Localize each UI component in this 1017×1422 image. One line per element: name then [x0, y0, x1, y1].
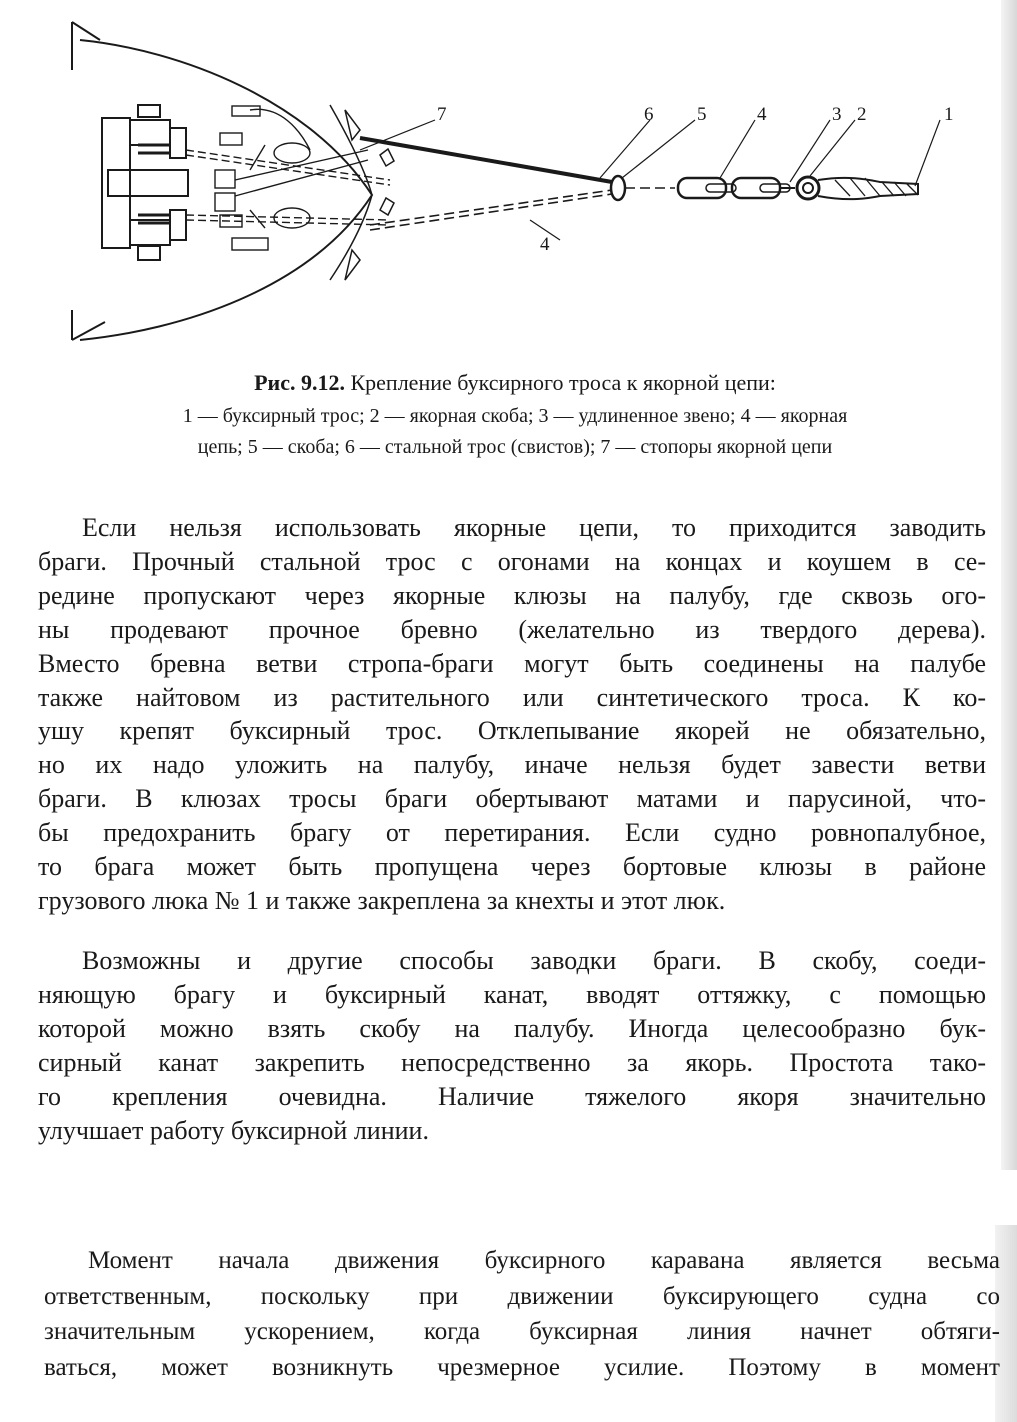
text-line: Момент начала движения буксирного каравана является весьма	[88, 1247, 1000, 1274]
label-4-bottom: 4	[540, 234, 550, 255]
text-line: го крепления очевидна. Наличие тяжелого якоря значительно	[38, 1081, 986, 1111]
paragraph-2	[38, 944, 986, 1147]
text-line: Возможны и другие способы заводки браги. В скобу, соеди-	[82, 946, 986, 975]
label-5: 5	[697, 104, 707, 125]
figure-caption-line-2: 1 — буксирный трос; 2 — якорная скоба; 3 — удлиненное звено; 4 — якорная	[182, 405, 848, 427]
text-line: сирный канат закрепить непосредственно за якорь. Простота тако-	[38, 1047, 986, 1077]
paragraph-1	[38, 511, 986, 918]
anchor-shackle	[797, 177, 819, 199]
text-line: браги. Прочный стальной трос с огонами на концах и коушем в се-	[38, 546, 986, 576]
chain-links	[678, 178, 790, 198]
text-line: ны продевают прочное бревно (желательно из твердого дерева).	[38, 614, 986, 644]
text-line: которой можно взять скобу на палубу. Иногда целесообразно бук-	[38, 1013, 986, 1043]
text-line: редине пропускают через якорные клюзы на палубу, где сквозь ого-	[38, 580, 986, 610]
text-line: няющую брагу и буксирный канат, вводят оттяжку, с помощью	[38, 979, 986, 1009]
text-line: ваться, может возникнуть чрезмерное усилие. Поэтому в момент	[44, 1353, 1000, 1381]
towing-rope-diagram	[60, 10, 980, 365]
steel-rope	[360, 138, 612, 182]
label-3: 3	[832, 104, 842, 125]
windlass-frame	[102, 118, 130, 248]
hull-outline	[72, 22, 105, 340]
text-line: улучшает работу буксирной линии.	[38, 1115, 429, 1145]
text-line: также найтовом из растительного или синтетического троса. К ко-	[38, 682, 986, 712]
label-4-top: 4	[757, 104, 767, 125]
label-1: 1	[944, 104, 954, 125]
label-7: 7	[437, 104, 447, 125]
text-line: Если нельзя использовать якорные цепи, то приходится заводить	[82, 513, 986, 542]
label-2: 2	[857, 104, 867, 125]
figure-caption-line-3: цепь; 5 — скоба; 6 — стальной трос (свистов); 7 — стопоры якорной цепи	[197, 436, 833, 458]
text-line: бы предохранить брагу от перетирания. Если судно ровнопалубное,	[38, 818, 986, 848]
hull-bow	[80, 40, 372, 340]
text-line: значительным ускорением, когда буксирная линия начнет обтяги-	[44, 1318, 1000, 1345]
text-line: грузового люка № 1 и также закреплена за кнехты и этот люк.	[38, 885, 726, 915]
text-line: ответственным, поскольку при движении буксирующего судна со	[44, 1282, 1000, 1310]
text-line: то брага может быть пропущена через бортовые клюзы в районе	[38, 852, 986, 882]
figure-caption-title: Рис. 9.12. Крепление буксирного троса к якорной цепи:	[254, 370, 776, 395]
text-line: Вместо бревна ветви стропа-браги могут быть соединены на палубе	[38, 648, 986, 678]
paragraph-3	[44, 1243, 1000, 1385]
text-line: ушу крепят буксирный трос. Отклепывание якорей не обязательно,	[38, 716, 986, 746]
page-edge-shadow	[1001, 0, 1017, 1170]
shackle	[611, 176, 625, 200]
anchor-chain-lower	[370, 190, 612, 225]
text-line: браги. В клюзах тросы браги обертывают матами и парусиной, что-	[38, 784, 986, 814]
text-line: но их надо уложить на палубу, иначе нельзя будет завести ветви	[38, 750, 986, 780]
label-6: 6	[644, 104, 654, 125]
